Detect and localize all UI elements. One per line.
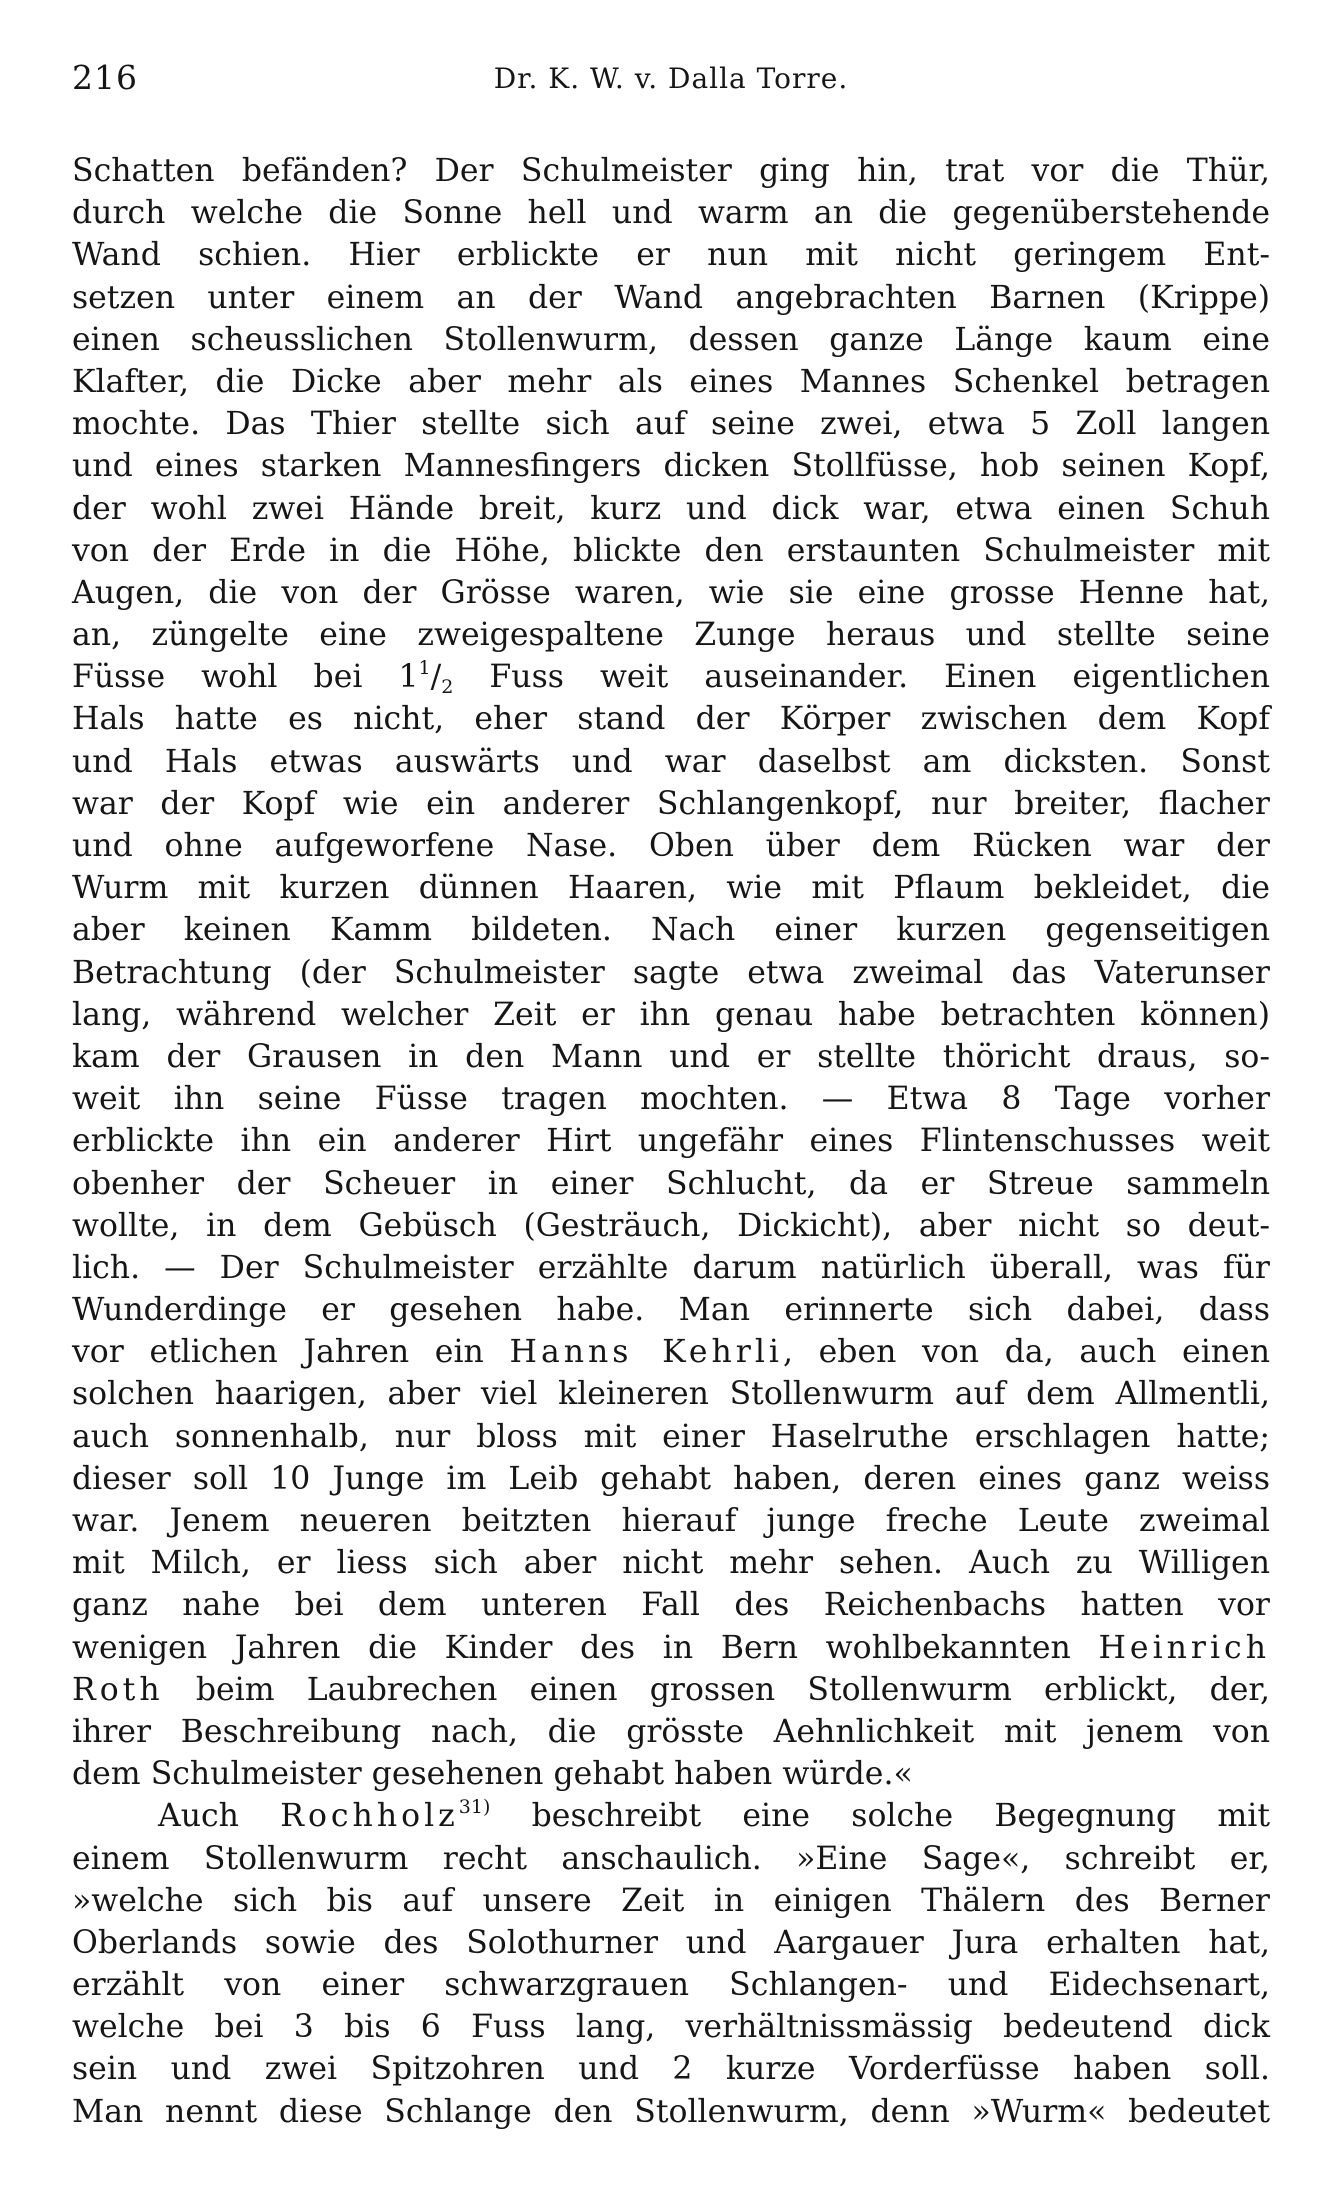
text-segment: Auch <box>158 1798 281 1835</box>
text-line: wollte, in dem Gebüsch (Gesträuch, Dickicht), aber nicht so deut- <box>72 1207 1270 1244</box>
spaced-person-name: Heinrich <box>1098 1629 1270 1666</box>
text-line: der wohl zwei Hände breit, kurz und dick war, etwa einen Schuh <box>72 490 1270 527</box>
text-line: »welche sich bis auf unsere Zeit in einigen Thälern des Berner <box>72 1882 1270 1919</box>
text-line: erzählt von einer schwarzgrauen Schlangen- und Eidechsenart, <box>72 1967 1270 2004</box>
spaced-person-name: Rochholz <box>280 1798 459 1835</box>
text-line: Klafter, die Dicke aber mehr als eines Mannes Schenkel betragen <box>72 363 1270 400</box>
text-line: ihrer Beschreibung nach, die grösste Aehnlichkeit mit jenem von <box>72 1713 1270 1750</box>
text-line-with-name <box>72 1331 1270 1373</box>
spaced-person-name: Roth <box>72 1671 164 1708</box>
text-line: war. Jenem neueren beitzten hierauf junge freche Leute zweimal <box>72 1503 1270 1539</box>
running-head: Dr. K. W. v. Dalla Torre. <box>493 62 849 95</box>
text-segment: Fuss weit auseinander. Einen eigentlichen <box>453 659 1270 696</box>
text-line: ganz nahe bei dem unteren Fall des Reichenbachs hatten vor <box>72 1587 1270 1624</box>
text-line: setzen unter einem an der Wand angebrachten Barnen (Krippe) <box>72 279 1270 316</box>
text-line: mochte. Das Thier stellte sich auf seine zwei, etwa 5 Zoll langen <box>72 406 1270 443</box>
text-line: und eines starken Mannesfingers dicken Stollfüsse, hob seinen Kopf, <box>72 448 1270 485</box>
text-line: einem Stollenwurm recht anschaulich. »Eine Sage«, schreibt er, <box>72 1840 1270 1877</box>
text-segment: , eben von da, auch einen <box>782 1334 1270 1371</box>
text-line: kam der Grausen in den Mann und er stellte thöricht draus, so- <box>72 1038 1270 1075</box>
text-line: Schatten befänden? Der Schulmeister ging hin, trat vor die Thür, <box>72 153 1270 189</box>
text-line-paragraph-start <box>72 1795 1270 1837</box>
text-segment: vor etlichen Jahren ein <box>72 1334 510 1371</box>
text-line: solchen haarigen, aber viel kleineren Stollenwurm auf dem Allmentli, <box>72 1376 1270 1413</box>
text-line: von der Erde in die Höhe, blickte den erstaunten Schulmeister mit <box>72 532 1270 569</box>
text-line-paragraph-end: dem Schulmeister gesehenen gehabt haben würde.« <box>72 1756 913 1793</box>
text-line-fraction <box>72 656 1270 698</box>
text-line: auch sonnenhalb, nur bloss mit einer Haselruthe erschlagen hatte; <box>72 1418 1270 1455</box>
text-line: welche bei 3 bis 6 Fuss lang, verhältnissmässig bedeutend dick <box>72 2009 1270 2046</box>
text-line: und ohne aufgeworfene Nase. Oben über dem Rücken war der <box>72 828 1270 864</box>
text-line: Hals hatte es nicht, eher stand der Körper zwischen dem Kopf <box>72 701 1270 738</box>
body-text <box>72 150 1270 2133</box>
text-line-with-name <box>72 1627 1270 1669</box>
fraction-slash: / <box>430 659 442 696</box>
text-line: Wand schien. Hier erblickte er nun mit nicht geringem Ent- <box>72 237 1270 274</box>
text-line: dieser soll 10 Junge im Leib gehabt haben, deren eines ganz weiss <box>72 1460 1270 1497</box>
page-header <box>72 58 1270 108</box>
text-line: lang, während welcher Zeit er ihn genau habe betrachten können) <box>72 996 1270 1033</box>
text-line: erblickte ihn ein anderer Hirt ungefähr eines Flintenschusses weit <box>72 1123 1270 1160</box>
footnote-reference[interactable]: 31) <box>458 1796 491 1819</box>
text-segment: Füsse wohl bei 1 <box>72 659 419 696</box>
text-line: und Hals etwas auswärts und war daselbst am dicksten. Sonst <box>72 743 1270 780</box>
page-number: 216 <box>72 58 138 97</box>
text-line: Augen, die von der Grösse waren, wie sie eine grosse Henne hat, <box>72 574 1270 611</box>
text-line: aber keinen Kamm bildeten. Nach einer kurzen gegenseitigen <box>72 912 1270 949</box>
text-line: durch welche die Sonne hell und warm an die gegenüberstehende <box>72 195 1270 232</box>
text-segment: beschreibt eine solche Begegnung mit <box>490 1798 1270 1835</box>
document-page <box>72 58 1270 2133</box>
text-line: weit ihn seine Füsse tragen mochten. — Etwa 8 Tage vorher <box>72 1081 1270 1118</box>
text-line: war der Kopf wie ein anderer Schlangenkopf, nur breiter, flacher <box>72 785 1270 822</box>
text-line: an, züngelte eine zweigespaltene Zunge heraus und stellte seine <box>72 617 1270 654</box>
text-line: obenher der Scheuer in einer Schlucht, da er Streue sammeln <box>72 1165 1270 1202</box>
text-line: einen scheusslichen Stollenwurm, dessen ganze Länge kaum eine <box>72 321 1270 358</box>
text-line: mit Milch, er liess sich aber nicht mehr sehen. Auch zu Willigen <box>72 1545 1270 1582</box>
fraction-denominator: 2 <box>441 676 454 699</box>
fraction-numerator: 1 <box>418 657 431 680</box>
text-line: Wunderdinge er gesehen habe. Man erinnerte sich dabei, dass <box>72 1292 1270 1329</box>
text-line: Wurm mit kurzen dünnen Haaren, wie mit Pflaum bekleidet, die <box>72 870 1270 907</box>
text-line: sein und zwei Spitzohren und 2 kurze Vorderfüsse haben soll. <box>72 2051 1270 2088</box>
text-line: lich. — Der Schulmeister erzählte darum natürlich überall, was für <box>72 1249 1270 1286</box>
text-segment: wenigen Jahren die Kinder des in Bern wohlbekannten <box>72 1629 1099 1666</box>
text-line-with-name <box>72 1669 1270 1711</box>
text-line: Oberlands sowie des Solothurner und Aargauer Jura erhalten hat, <box>72 1924 1270 1961</box>
text-line: Betrachtung (der Schulmeister sagte etwa zweimal das Vaterunser <box>72 954 1270 991</box>
spaced-person-name: Hanns Kehrli <box>509 1334 783 1371</box>
text-line: Man nennt diese Schlange den Stollenwurm, denn »Wurm« bedeutet <box>72 2093 1270 2130</box>
text-segment: beim Laubrechen einen grossen Stollenwurm erblickt, der, <box>163 1671 1270 1708</box>
